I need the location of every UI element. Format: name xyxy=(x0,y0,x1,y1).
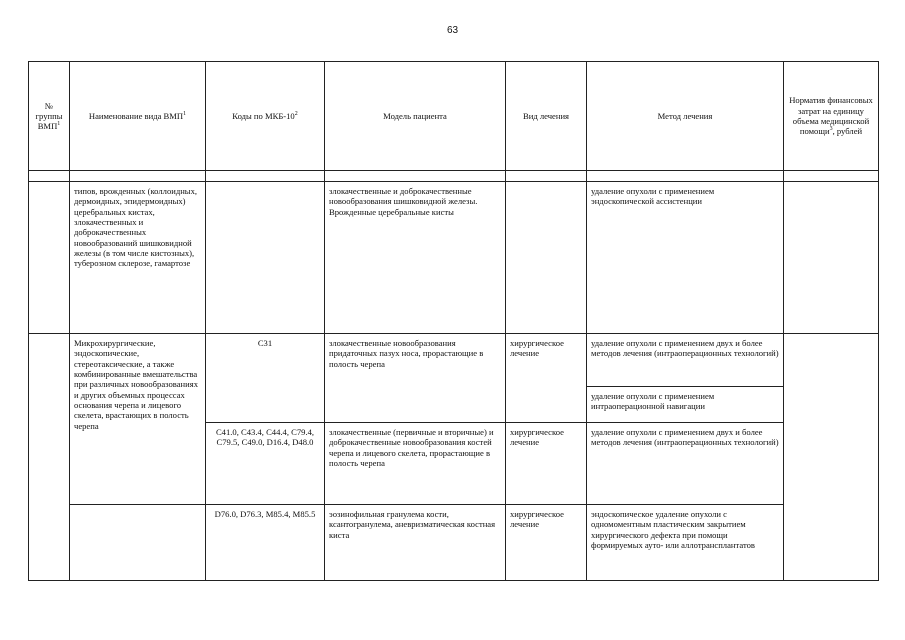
cell-name xyxy=(70,505,206,581)
header-treatment-type: Вид лечения xyxy=(506,62,587,171)
table-row xyxy=(29,505,879,581)
cell-method: удаление опухоли с применением двух и более методов лечения (интраоперационных технологий) xyxy=(587,423,784,505)
cell-treatment xyxy=(506,182,587,334)
separator-row xyxy=(29,171,879,182)
cell-norm xyxy=(784,182,879,334)
cell-model: злокачественные и доброкачественные новообразования шишковидной железы. Врожденные церебральные кисты xyxy=(325,182,506,334)
header-financial-norm: Норматив финансовых затрат на единицу объема медицинской помощи$^3$, рублей xyxy=(784,62,879,171)
cell-model: эозинофильная гранулема кости, ксантогранулема, аневризматическая костная киста xyxy=(325,505,506,581)
cell-model: злокачественные новообразования придаточных пазух носа, прорастающие в полость черепа xyxy=(325,334,506,423)
cell-codes: D76.0, D76.3, M85.4, M85.5 xyxy=(206,505,325,581)
cell-model: злокачественные (первичные и вторичные) и доброкачественные новообразования костей черепа и лицевого скелета, прорастающие в полость черепа xyxy=(325,423,506,505)
header-group-number: № группы ВМП$^1$ xyxy=(29,62,70,171)
cell-name: Микрохирургические, эндоскопические, стереотаксические, а также комбинированные вмешательства при различных новообразованиях и других объемных процессах основания черепа и лицевого скелета, врастающих в полость черепа xyxy=(70,334,206,505)
cell-method: удаление опухоли с применением эндоскопической ассистенции xyxy=(587,182,784,334)
header-row xyxy=(29,62,879,171)
cell-group xyxy=(29,334,70,581)
cell-treatment: хирургическое лечение xyxy=(506,505,587,581)
page-number: 63 xyxy=(446,25,459,36)
cell-codes: C31 xyxy=(206,334,325,423)
cell-norm xyxy=(784,334,879,581)
table-row xyxy=(29,182,879,334)
cell-method: эндоскопическое удаление опухоли с одномоментным пластическим закрытием хирургического дефекта при помощи формируемых ауто- или аллотрансплантатов xyxy=(587,505,784,581)
header-icd-codes: Коды по МКБ-$10^2$ xyxy=(206,62,325,171)
header-treatment-method: Метод лечения xyxy=(587,62,784,171)
header-patient-model: Модель пациента xyxy=(325,62,506,171)
cell-treatment: хирургическое лечение xyxy=(506,334,587,423)
cell-name: типов, врожденных (коллоидных, дермоидных, эпидермоидных) церебральных кистах, злокачественных и доброкачественных новообразований шишковидной железы (в том числе кистозных), туберозном склерозе, гамартозе xyxy=(70,182,206,334)
cell-method: удаление опухоли с применением двух и более методов лечения (интраоперационных технологий) xyxy=(587,334,784,387)
cell-codes: C41.0, C43.4, C44.4, C79.4, C79.5, C49.0, D16.4, D48.0 xyxy=(206,423,325,505)
cell-method: удаление опухоли с применением интраоперационной навигации xyxy=(587,387,784,423)
cell-codes xyxy=(206,182,325,334)
cell-treatment: хирургическое лечение xyxy=(506,423,587,505)
header-vmp-name: Наименование вида ВМП$^1$ xyxy=(70,62,206,171)
vmp-table xyxy=(28,61,879,581)
cell-group xyxy=(29,182,70,334)
table-row xyxy=(29,334,879,387)
